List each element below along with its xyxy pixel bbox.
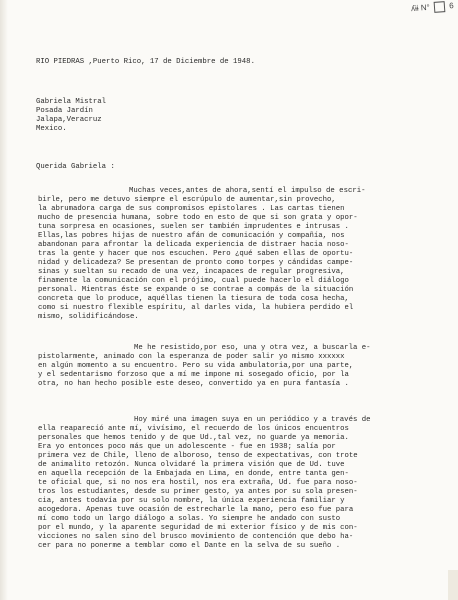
- paragraph-1-line: tuna sorpresa en ocasiones, suelen ser también imprudentes e intrusas .: [38, 223, 349, 231]
- dateline: RIO PIEDRAS ,Puerto Rico, 17 de Diciembre de 1948.: [36, 58, 255, 66]
- paragraph-1-line: abandonan para afrontar la delicada experiencia de distraer hacia noso-: [38, 241, 349, 249]
- recipient-line: Mexico.: [36, 125, 67, 133]
- paragraph-1-line: personal. Mientras éste se expande o se contrae a compás de la situación: [38, 286, 354, 294]
- paragraph-3-line: en aquella recepción de la Embajada en Lima, en donde, entre tanta gen-: [38, 470, 349, 478]
- paragraph-3-line: te oficial que, si no nos era hostil, nos era extraña, Ud. fue para noso-: [38, 479, 358, 487]
- paragraph-3-line: personales que hemos tenido y de que Ud.,tal vez, no guarde ya memoria.: [38, 434, 349, 442]
- paragraph-3-line: cer para no ponerme a temblar como el Dante en la selva de su sueño .: [38, 542, 341, 550]
- paragraph-2-line: pistolarmente, animado con la esperanza de poder salir yo mismo xxxxxx: [38, 353, 345, 361]
- paragraph-3-line: Era yo entonces poco más que un adolescente - fue en 1938; salía por: [38, 443, 336, 451]
- paragraph-1-line: finamente la comunicación con el prójimo, cual puede hacerlo el diálogo: [38, 277, 349, 285]
- page-fold-shadow: [0, 0, 8, 600]
- paragraph-1-line: mismo, solidificándose.: [38, 313, 139, 321]
- paragraph-1-line: concreta que lo produce, aquéllas tienen la tiesura de toda cosa hecha,: [38, 295, 349, 303]
- paragraph-1-line: sinas y sueltan su recado de una vez, incapaces de regular progresiva,: [38, 268, 345, 276]
- paragraph-3-line: ella reaparecíó ante mí, vivísimo, el recuerdo de los únicos encuentros: [38, 425, 349, 433]
- paragraph-1-line: como si nuestro flexible espíritu, al darles vida, la hubiera perdido el: [38, 304, 354, 312]
- paragraph-1-line: Muchas veces,antes de ahora,sentí el impulso de escri-: [129, 187, 366, 195]
- salutation: Querida Gabriela :: [36, 163, 115, 171]
- paragraph-2-line: otra, no han hecho posible este deseo, convertido ya en pura fantasía .: [38, 380, 349, 388]
- paragraph-3-line: por el mundo, y la aparente seguridad de mi exterior físico y de mis con-: [38, 524, 358, 532]
- paragraph-2-line: en algún momento a su encuentro. Pero su vida ambulatoria,por una parte,: [38, 362, 354, 370]
- archive-number-label: N°: [420, 2, 431, 13]
- archive-number: 6: [449, 1, 455, 11]
- recipient-line: Posada Jardín: [36, 107, 93, 115]
- paragraph-1-line: la abrumadora carga de sus compromisos epistolares . Las cartas tienen: [38, 205, 345, 213]
- archive-signature: ʎɨɨ: [411, 3, 420, 14]
- recipient-line: Jalapa,Veracruz: [36, 116, 102, 124]
- paragraph-1-line: tras la gente y hacer que nos escuchen. Pero ¿qué saben ellas de oportu-: [38, 250, 354, 258]
- paragraph-3-line: de animalito retozón. Nunca olvidaré la primera visión que de Ud. tuve: [38, 461, 345, 469]
- paragraph-1-line: mucho de presencia humana, sobre todo en esto de que si son grata y opor-: [38, 214, 358, 222]
- paragraph-2-line: y el sedentarismo forzoso que a mí me impone mi sosegado oficio, por la: [38, 371, 349, 379]
- paragraph-1-line: nidad y delicadeza? Se presentan de pronto como torpes y cándidas campe-: [38, 259, 354, 267]
- paragraph-3-line: mí como todo un largo diálogo a solas. Yo siempre he andado con susto: [38, 515, 341, 523]
- page-edge: [448, 570, 458, 600]
- archive-box: [434, 1, 446, 13]
- paragraph-1-line: birle, pero me detuvo siempre el escrúpulo de aumentar,sin provecho,: [38, 196, 336, 204]
- paragraph-1-line: Ellas,las pobres hijas de nuestro afán de comunicación y compañía, nos: [38, 232, 345, 240]
- paragraph-3-line: Hoy miré una imagen suya en un periódico y a través de: [134, 416, 371, 424]
- paragraph-3-line: tros los estudiantes, desde su primer gesto, ya antes por su sola presen-: [38, 488, 358, 496]
- paragraph-3-line: vicciones no salen sino del brusco movimiento de contención que debo ha-: [38, 533, 354, 541]
- paragraph-3-line: primera vez de Chile, lleno de alboroso, tenso de expectativas, con trote: [38, 452, 358, 460]
- paragraph-3-line: cia, antes todavía por su solo nombre, la única experiencia familiar y: [38, 497, 345, 505]
- paragraph-3-line: acogedora. Apenas tuve ocasión de estrecharle la mano, pero eso fue para: [38, 506, 354, 514]
- recipient-line: Gabriela Mistral: [36, 98, 107, 106]
- paragraph-2-line: Me he resistido,por eso, una y otra vez, a buscarla e-: [134, 344, 371, 352]
- archive-stamp: [411, 1, 454, 15]
